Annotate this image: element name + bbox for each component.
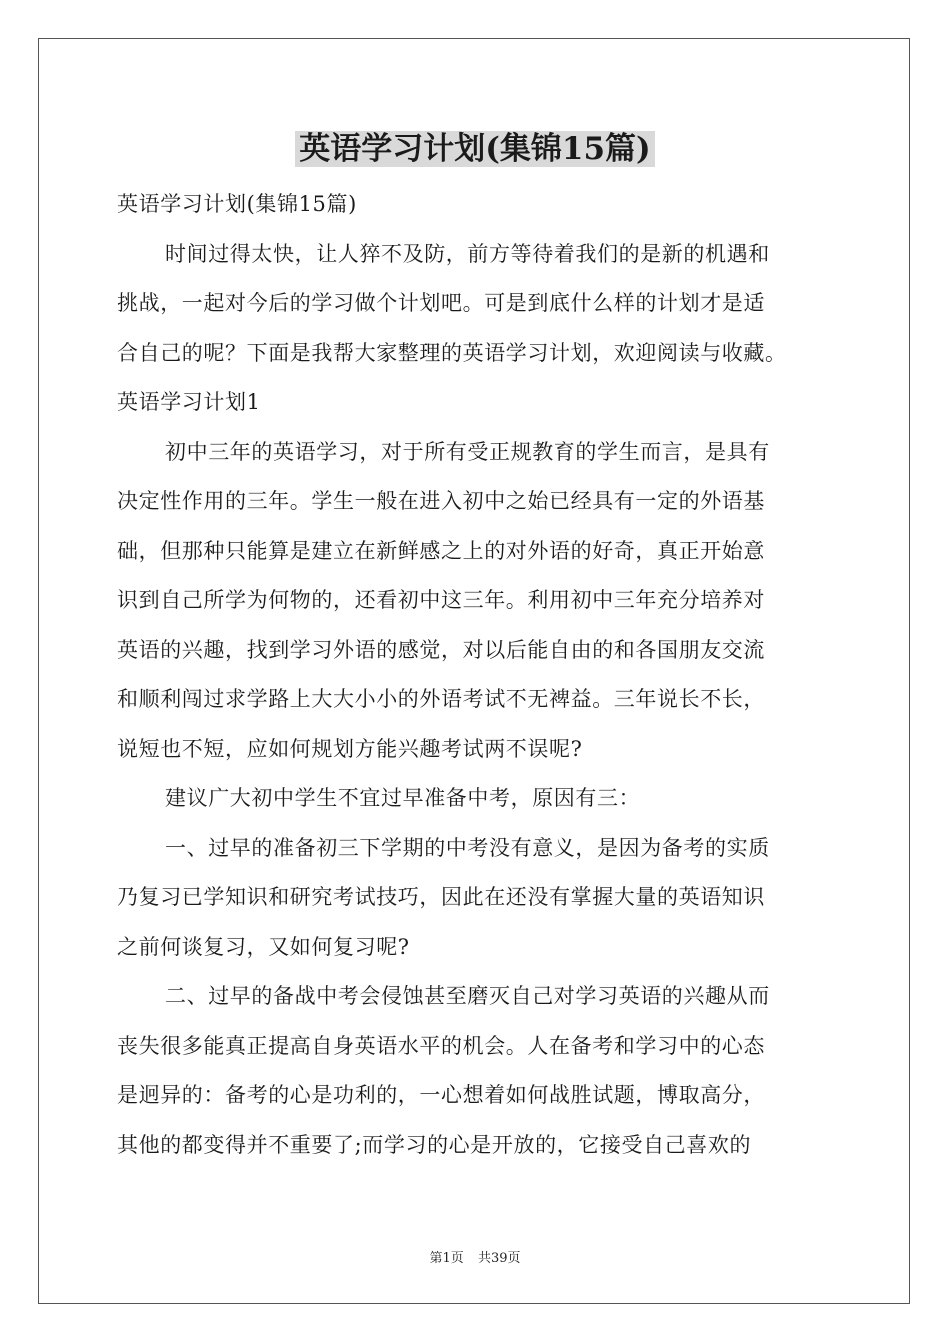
page-total: 共39页: [477, 1251, 521, 1266]
text-line: 初中三年的英语学习，对于所有受正规教育的学生而言，是具有: [165, 439, 770, 464]
text-line: 丧失很多能真正提高自身英语水平的机会。人在备考和学习中的心态: [117, 1033, 765, 1058]
document-title-text: 英语学习计划(集锦15篇): [295, 131, 654, 167]
text-line: 乃复习已学知识和研究考试技巧，因此在还没有掌握大量的英语知识: [117, 885, 765, 909]
text-line: 英语学习计划(集锦15篇): [117, 192, 357, 216]
document-body: [117, 180, 857, 1170]
document-title: [0, 126, 950, 172]
text-line: 合自己的呢？下面是我帮大家整理的英语学习计划，欢迎阅读与收藏。: [117, 340, 787, 365]
text-line: 是迥异的：备考的心是功利的，一心想着如何战胜试题，博取高分，: [117, 1083, 765, 1107]
text-line: 建议广大初中学生不宜过早准备中考，原因有三：: [165, 786, 641, 810]
text-line: 英语的兴趣，找到学习外语的感觉，对以后能自由的和各国朋友交流: [117, 637, 765, 662]
text-line: 决定性作用的三年。学生一般在进入初中之始已经具有一定的外语基: [117, 489, 765, 513]
text-line: 时间过得太快，让人猝不及防，前方等待着我们的是新的机遇和: [165, 241, 770, 266]
page-footer: [0, 1247, 950, 1266]
text-line: 一、过早的准备初三下学期的中考没有意义，是因为备考的实质: [165, 835, 770, 860]
text-line: 说短也不短，应如何规划方能兴趣考试两不误呢?: [117, 736, 583, 761]
text-line: 础，但那种只能算是建立在新鲜感之上的对外语的好奇，真正开始意: [117, 538, 765, 563]
text-line: 挑战，一起对今后的学习做个计划吧。可是到底什么样的计划才是适: [117, 291, 765, 315]
text-line: 其他的都变得并不重要了;而学习的心是开放的，它接受自己喜欢的: [117, 1132, 752, 1157]
text-line: 二、过早的备战中考会侵蚀甚至磨灭自己对学习英语的兴趣从而: [165, 984, 770, 1008]
text-line: 识到自己所学为何物的，还看初中这三年。利用初中三年充分培养对: [117, 588, 765, 612]
text-line: 英语学习计划1: [117, 390, 261, 414]
text-line: 和顺利闯过求学路上大大小小的外语考试不无裨益。三年说长不长，: [117, 687, 765, 711]
text-line: 之前何谈复习，又如何复习呢?: [117, 934, 410, 959]
page-number: 第1页: [429, 1251, 464, 1266]
